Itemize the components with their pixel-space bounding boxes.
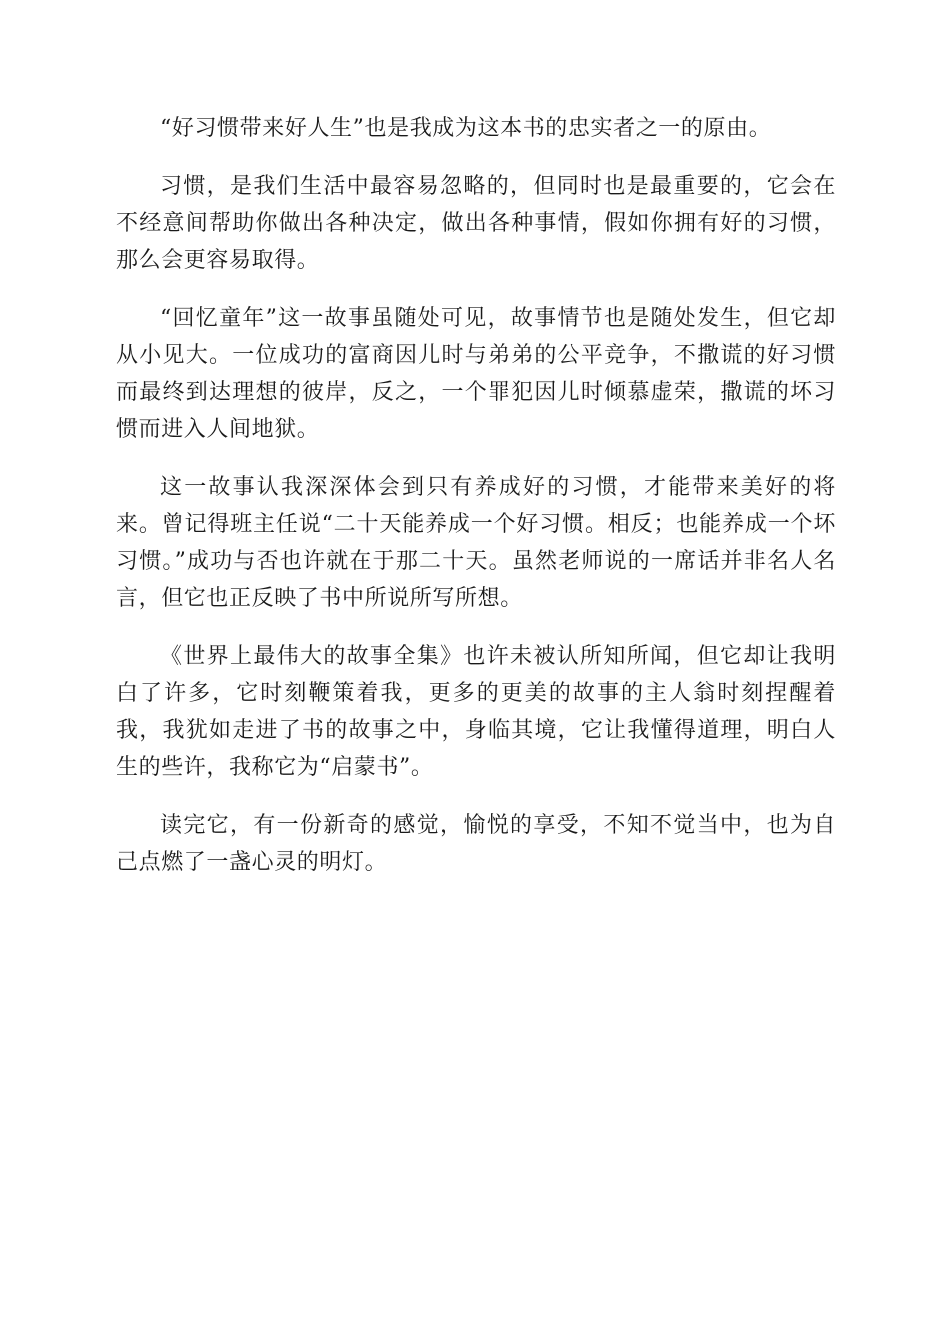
- paragraph-2: 习惯，是我们生活中最容易忽略的，但同时也是最重要的，它会在不经意间帮助你做出各种决定，做出各种事情，假如你拥有好的习惯，那么会更容易取得。: [116, 174, 836, 273]
- paragraph-6: 读完它，有一份新奇的感觉，愉悦的享受，不知不觉当中，也为自己点燃了一盏心灵的明灯。: [116, 813, 836, 875]
- document-body: [116, 110, 836, 902]
- paragraph-4: 这一故事认我深深体会到只有养成好的习惯，才能带来美好的将来。曾记得班主任说“二十天能养成一个好习惯。相反；也能养成一个坏习惯。”成功与否也许就在于那二十天。虽然老师说的一席话并非名人名言，但它也正反映了书中所说所写所想。: [116, 475, 836, 611]
- paragraph-5: 《世界上最伟大的故事全集》也许未被认所知所闻，但它却让我明白了许多，它时刻鞭策着我，更多的更美的故事的主人翁时刻捏醒着我，我犹如走进了书的故事之中，身临其境，它让我懂得道理，明白人生的些许，我称它为“启蒙书”。: [116, 644, 836, 780]
- paragraph-3: “回忆童年”这一故事虽随处可见，故事情节也是随处发生，但它却从小见大。一位成功的富商因儿时与弟弟的公平竞争，不撒谎的好习惯而最终到达理想的彼岸，反之，一个罪犯因儿时倾慕虚荣，撒谎的坏习惯而进入人间地狱。: [116, 306, 836, 442]
- paragraph-1: “好习惯带来好人生”也是我成为这本书的忠实者之一的原由。: [160, 116, 772, 141]
